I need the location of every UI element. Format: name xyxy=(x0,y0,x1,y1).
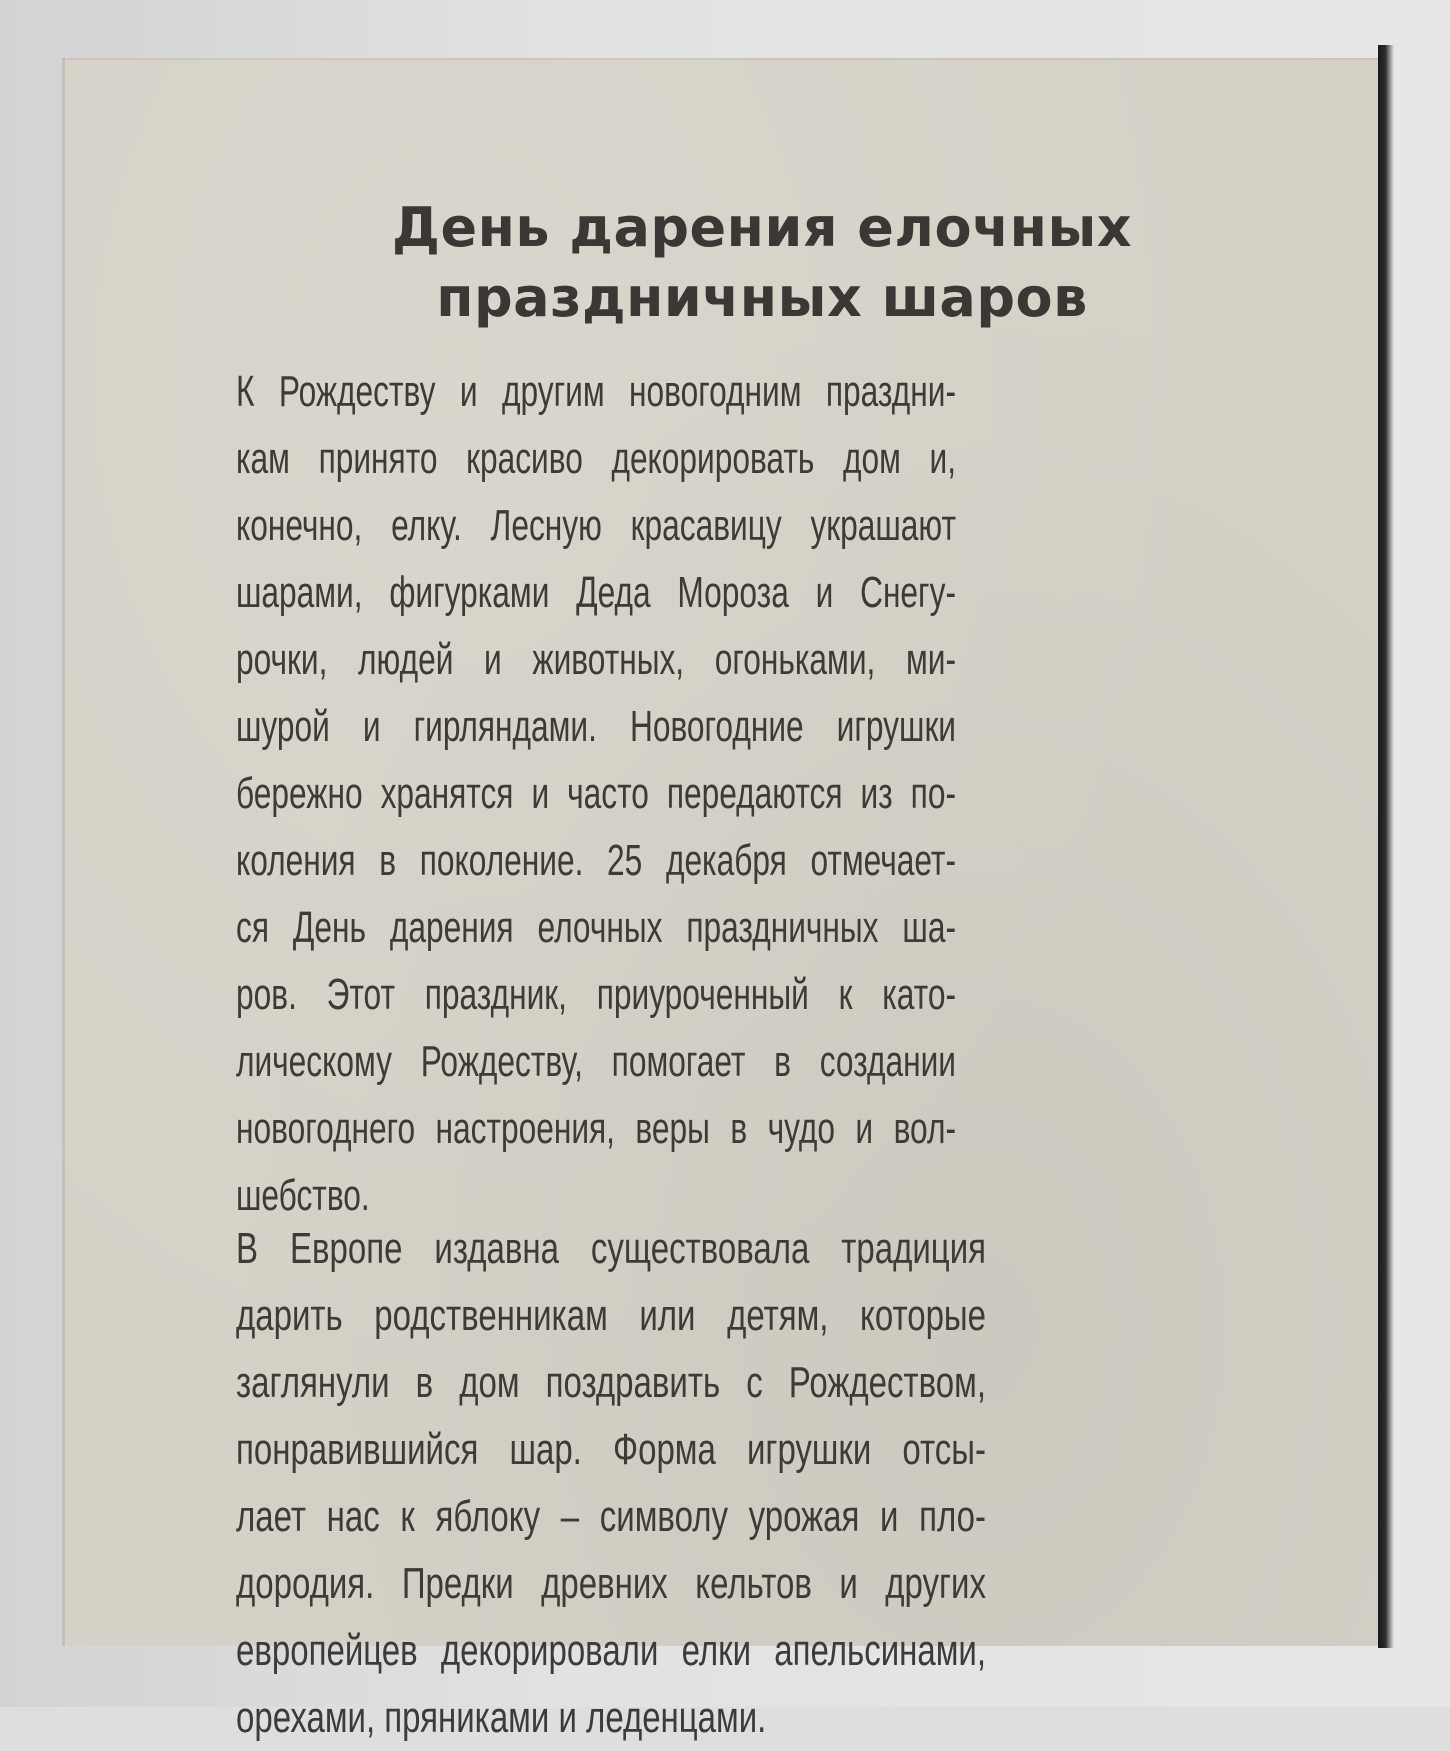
headline-line: День дарения елочных xyxy=(391,196,1133,259)
text-line: конечно, елку. Лесную красавицу украшают xyxy=(236,501,956,550)
text-line: лическому Рождеству, помогает в создании xyxy=(236,1037,956,1086)
text-line: коления в поколение. 25 декабря отмечает- xyxy=(236,836,956,885)
article-paragraph-2 xyxy=(236,1215,986,1751)
text-line: новогоднего настроения, веры в чудо и вол- xyxy=(236,1104,956,1153)
text-line: бережно хранятся и часто передаются из по- xyxy=(236,769,956,818)
paper-shadow xyxy=(1378,45,1394,1648)
text-line: ров. Этот праздник, приуроченный к като- xyxy=(236,970,956,1019)
text-line: заглянули в дом поздравить с Рождеством, xyxy=(236,1358,986,1407)
text-line: кам принято красиво декорировать дом и, xyxy=(236,434,956,483)
clipping-edge xyxy=(62,58,1378,60)
text-line: шарами, фигурками Деда Мороза и Снегу- xyxy=(236,568,956,617)
text-line: дородия. Предки древних кельтов и других xyxy=(236,1559,986,1608)
text-line: орехами, пряниками и леденцами. xyxy=(236,1693,767,1742)
text-line: понравившийся шар. Форма игрушки отсы- xyxy=(236,1425,986,1474)
text-line: рочки, людей и животных, огоньками, ми- xyxy=(236,635,956,684)
text-line: шебство. xyxy=(236,1171,370,1220)
newspaper-clipping xyxy=(62,58,1378,1742)
text-line: европейцев декорировали елки апельсинами, xyxy=(236,1626,986,1675)
text-line: В Европе издавна существовала традиция xyxy=(236,1224,986,1273)
clipping-edge xyxy=(62,58,65,1646)
text-line: К Рождеству и другим новогодним праздни- xyxy=(236,367,956,416)
text-line: шурой и гирляндами. Новогодние игрушки xyxy=(236,702,956,751)
article-paragraph-1 xyxy=(236,358,956,1229)
text-line: ся День дарения елочных праздничных ша- xyxy=(236,903,956,952)
text-line: лает нас к яблоку – символу урожая и пло- xyxy=(236,1492,986,1541)
article-headline xyxy=(297,193,1227,333)
headline-line: праздничных шаров xyxy=(436,266,1088,329)
text-line: дарить родственникам или детям, которые xyxy=(236,1291,986,1340)
